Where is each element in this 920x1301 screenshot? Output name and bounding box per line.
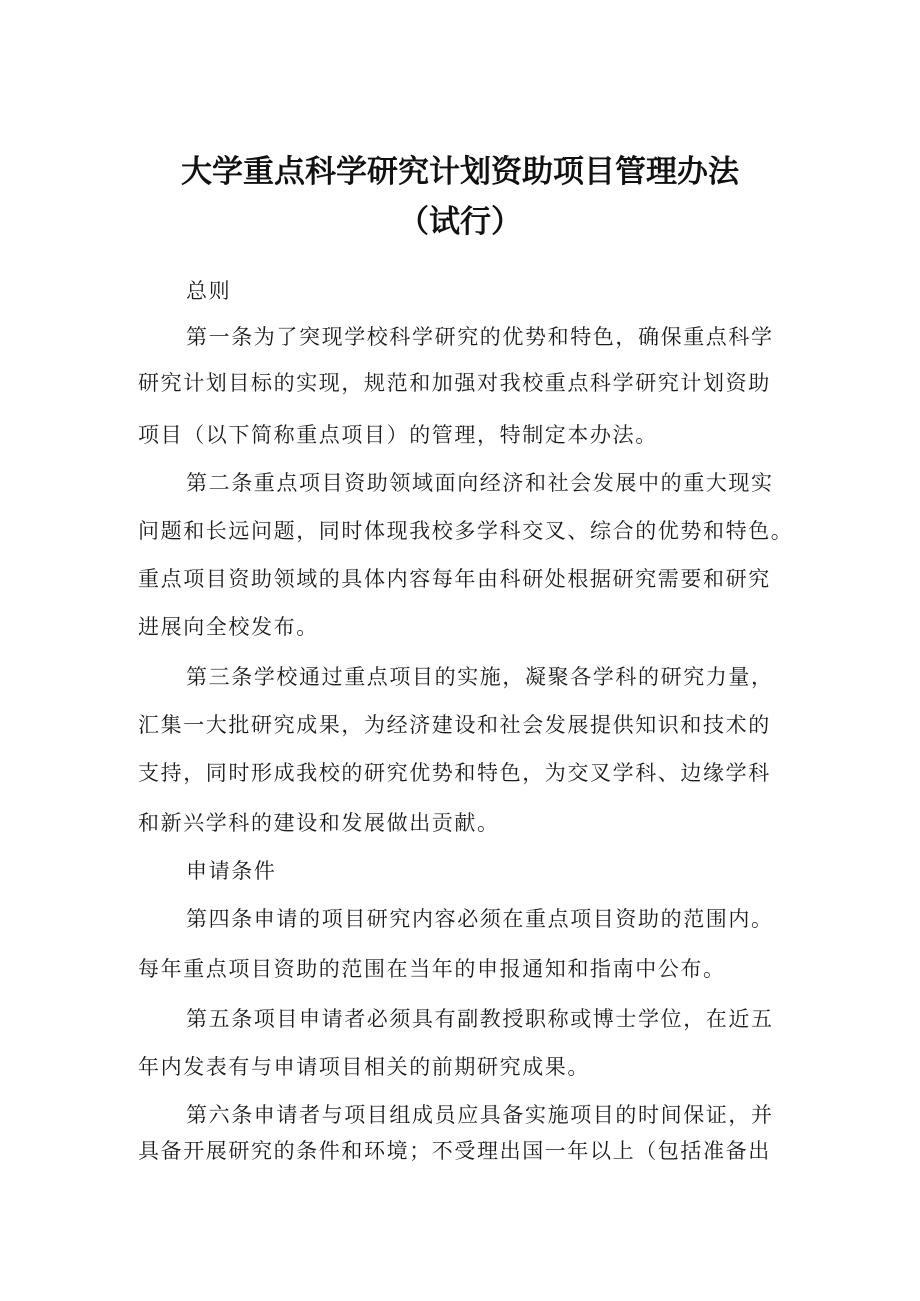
article-2-line-2: 问题和长远问题，同时体现我校多学科交叉、综合的优势和特色。 bbox=[138, 519, 794, 543]
article-4-line-1: 第四条申请的项目研究内容必须在重点项目资助的范围内。 bbox=[186, 907, 774, 931]
section-heading-general: 总则 bbox=[186, 279, 232, 303]
article-5-line-2: 年内发表有与申请项目相关的前期研究成果。 bbox=[138, 1055, 590, 1079]
section-heading-application: 申请条件 bbox=[186, 859, 277, 883]
article-3-line-3: 支持，同时形成我校的研究优势和特色，为交叉学科、边缘学科 bbox=[138, 761, 771, 785]
article-1-line-2: 研究计划目标的实现，规范和加强对我校重点科学研究计划资助 bbox=[138, 371, 771, 395]
article-5-line-1: 第五条项目申请者必须具有副教授职称或博士学位，在近五 bbox=[186, 1007, 774, 1031]
article-2-line-1: 第二条重点项目资助领域面向经济和社会发展中的重大现实 bbox=[186, 471, 774, 495]
article-2-line-4: 进展向全校发布。 bbox=[138, 615, 319, 639]
article-6-line-2: 具备开展研究的条件和环境；不受理出国一年以上（包括准备出 bbox=[138, 1139, 771, 1163]
document-subtitle: （试行） bbox=[398, 204, 522, 240]
article-3-line-4: 和新兴学科的建设和发展做出贡献。 bbox=[138, 811, 500, 835]
document-title: 大学重点科学研究计划资助项目管理办法 bbox=[181, 154, 739, 190]
article-3-line-2: 汇集一大批研究成果，为经济建设和社会发展提供知识和技术的 bbox=[138, 713, 771, 737]
article-4-line-2: 每年重点项目资助的范围在当年的申报通知和指南中公布。 bbox=[138, 957, 726, 981]
article-1-line-3: 项目（以下简称重点项目）的管理，特制定本办法。 bbox=[138, 423, 658, 447]
article-6-line-1: 第六条申请者与项目组成员应具备实施项目的时间保证，并 bbox=[186, 1103, 774, 1127]
article-3-line-1: 第三条学校通过重点项目的实施，凝聚各学科的研究力量， bbox=[186, 665, 774, 689]
article-2-line-3: 重点项目资助领域的具体内容每年由科研处根据研究需要和研究 bbox=[138, 567, 771, 591]
article-1-line-1: 第一条为了突现学校科学研究的优势和特色，确保重点科学 bbox=[186, 325, 774, 349]
